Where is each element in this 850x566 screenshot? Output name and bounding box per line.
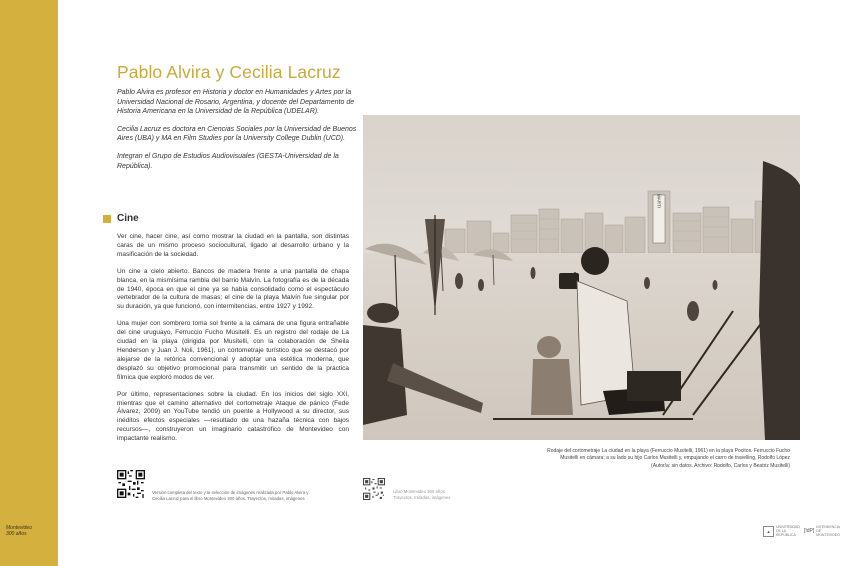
caption-line3: (Autor/a: sin datos. Archivo: Rodolfo, Carlos y Beatriz Musitelli) bbox=[651, 462, 790, 469]
section-label: Cine bbox=[117, 213, 139, 224]
building-sign: MARTI bbox=[656, 194, 662, 208]
right-man bbox=[759, 161, 800, 440]
intendencia-mark: [IdP] bbox=[804, 528, 815, 534]
university-crest-icon: ▲ bbox=[763, 526, 774, 537]
page-title: Pablo Alvira y Cecilia Lacruz bbox=[117, 62, 341, 82]
body-paragraph-2: Un cine a cielo abierto. Bancos de madera frente a una pantalla de chapa blanca, en la mismísima rambla del barrio Malvín. La fotografía es de la década de 1940, época en que el cine ya se había consolidado como el espectáculo vertebrador de la cultura de masas; el cine de la playa Malvín fue singular por su duración, ya que funcionó, con intermitencias, entre 1927 y 1992. bbox=[117, 267, 349, 311]
intendencia-logo bbox=[804, 525, 838, 537]
caption-line2: Musitelli en cámara; a su lado su hijo Carlos Musitelli y, empujando el carro de travelling, Rodolfo López bbox=[560, 455, 790, 462]
photo-caption bbox=[440, 448, 790, 470]
section-heading bbox=[103, 213, 139, 224]
qr-code-book[interactable] bbox=[363, 478, 385, 500]
body-paragraph-4: Por último, representaciones sobre la ciudad. En los inicios del siglo XXI, mientras que el camino alternativo del cortometraje Ataque de pánico (Fede Álvarez, 2009) en YouTube tendió un puente a Hollywood a su director, sus inéditos efectos especiales —resultado de una hazaña técnica con bajos recursos—, construyeron un imaginario catastrófico de Montevideo con impactante realismo. bbox=[117, 390, 349, 443]
bio-paragraph-2: Cecilia Lacruz es doctora en Ciencias Sociales por la Universidad de Buenos Aires (UBA) y MA en Film Studies por la University College Dublin (UCD). bbox=[117, 125, 357, 143]
intendencia-logo-text: INTENDENCIA DE MONTEVIDEO bbox=[816, 525, 840, 537]
qr-code-text[interactable] bbox=[117, 470, 145, 498]
qr-book-line1: Libro Montevideo 300 años bbox=[393, 489, 445, 494]
qr-note-line1: Versión completa del texto y la selección de imágenes realizada por Pablo Alvira y bbox=[152, 490, 309, 495]
band-caption-line1: Montevideo bbox=[6, 525, 32, 531]
qr-note-line2: Cecilia Lacruz para el libro Montevideo 300 años. Trayectos, miradas, imágenes bbox=[152, 496, 305, 501]
caption-line1: Rodaje del cortometraje La ciudad en la playa (Ferruccio Musitelli, 1961) en la playa Pocitos. Ferruccio Fucho bbox=[547, 448, 790, 454]
author-bio bbox=[117, 88, 367, 179]
body-text bbox=[117, 233, 349, 452]
qr-note-text bbox=[152, 490, 342, 502]
beach-film-photo bbox=[363, 115, 800, 440]
qr-book-note bbox=[393, 489, 513, 501]
left-accent-band bbox=[0, 0, 58, 566]
qr-book-line2: Trayectos, miradas, imágenes bbox=[393, 495, 451, 500]
section-square-icon bbox=[103, 215, 111, 223]
university-logo-text: UNIVERSIDAD DE LA REPÚBLICA bbox=[776, 525, 800, 537]
band-caption-line2: 300 años bbox=[6, 531, 27, 537]
body-paragraph-1: Ver cine, hacer cine, así como mostrar la ciudad en la pantalla, son distintas caras de un mismo proceso sociocultural, ligado al desarrollo urbano y la masificación de la sociedad. bbox=[117, 233, 349, 258]
footer-logos bbox=[763, 525, 838, 537]
band-caption bbox=[6, 525, 32, 537]
university-logo bbox=[763, 525, 798, 537]
bio-paragraph-1: Pablo Alvira es profesor en Historia y doctor en Humanidades y Artes por la Universidad Nacional de Rosario, Argentina, y docente del Departamento de Historia Americana en la Universidad de la República (UDELAR). bbox=[117, 89, 355, 116]
bio-paragraph-3: Integran el Grupo de Estudios Audiovisuales (GESTA-Universidad de la República). bbox=[117, 152, 339, 170]
body-paragraph-3: Una mujer con sombrero toma sol frente a la cámara de una figura entrañable del cine uruguayo, Ferruccio Fucho Musitelli. Es un registro del rodaje de La ciudad en la playa (dirigida por Musitelli, con la colaboración de Sheila Henderson y Juan J. Noli, 1961), un cortometraje turístico que se destacó por alejarse de la retórica convencional y adoptar una estética moderna, que desplazó su objetivo promocional para transmitir un sentido de la práctica fílmica que exploró modos de ver. bbox=[117, 320, 349, 381]
